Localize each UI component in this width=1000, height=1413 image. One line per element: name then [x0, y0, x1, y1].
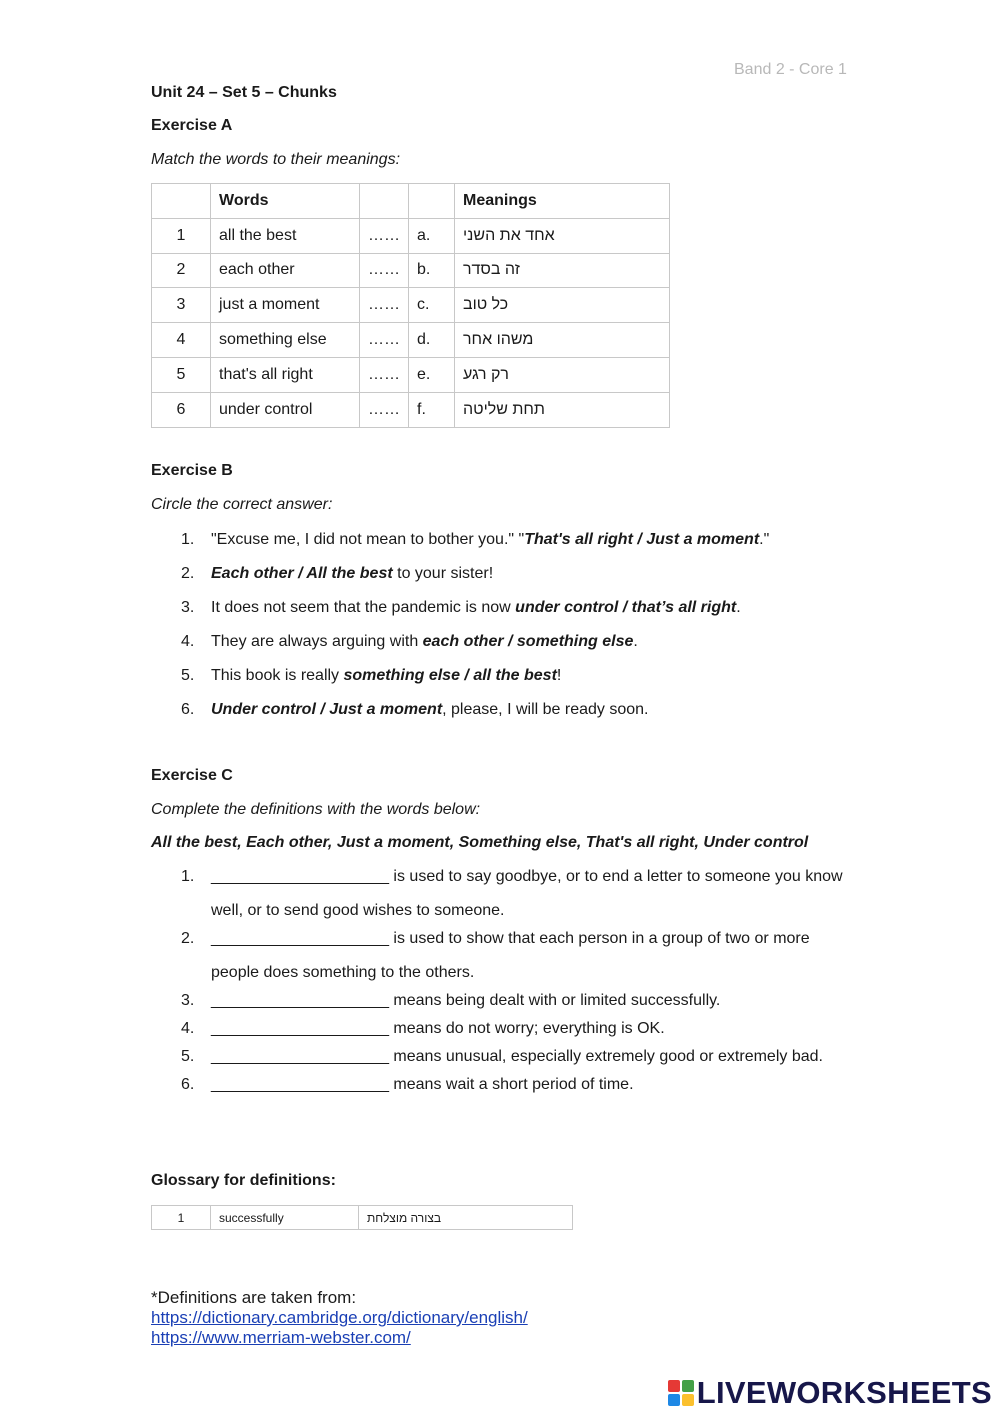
matching-table [151, 183, 670, 428]
merriam-webster-link[interactable]: https://www.merriam-webster.com/ [151, 1328, 411, 1347]
exercise-b-list [151, 529, 851, 733]
word-bank: All the best, Each other, Just a moment, Something else, That's all right, Under control [151, 834, 809, 851]
answer-blank[interactable]: ____________________ [211, 992, 389, 1009]
table-row: 1 all the best …… a. אחד את השני [152, 218, 670, 253]
table-row: 6 under control …… f. תחת שליטה [152, 392, 670, 427]
list-item: 4. ____________________ means do not worry; everything is OK. [181, 1020, 665, 1037]
exercise-c-instruction: Complete the definitions with the words below: [151, 801, 481, 818]
exercise-a-heading: Exercise A [151, 117, 233, 134]
list-item: 2. ____________________ is used to show that each person in a group of two or more people does something to the others. [181, 930, 810, 981]
answer-blank[interactable]: …… [360, 253, 409, 288]
list-item: 4. They are always arguing with each other / something else. [181, 633, 638, 650]
answer-blank[interactable]: …… [360, 357, 409, 392]
table-row: 4 something else …… d. משהו אחר [152, 323, 670, 358]
list-item: 1. "Excuse me, I did not mean to bother you." "That's all right / Just a moment." [181, 531, 770, 548]
answer-blank[interactable]: ____________________ [211, 868, 389, 885]
glossary-table [151, 1205, 573, 1230]
table-row: 3 just a moment …… c. כל טוב [152, 288, 670, 323]
logo-square [668, 1394, 680, 1406]
table-header-row [152, 184, 670, 219]
table-row: 2 each other …… b. זה בסדר [152, 253, 670, 288]
exercise-c-heading: Exercise C [151, 767, 233, 784]
list-item: 1. ____________________ is used to say goodbye, or to end a letter to someone you know well, or to send good wishes to someone. [181, 868, 843, 919]
table-row: 5 that's all right …… e. רק רגע [152, 357, 670, 392]
logo-square [668, 1380, 680, 1392]
col-words: Words [211, 184, 360, 219]
exercise-b-instruction: Circle the correct answer: [151, 496, 333, 513]
answer-choice[interactable]: Under control / Just a moment [211, 701, 443, 718]
answer-blank[interactable]: ____________________ [211, 1020, 389, 1037]
answer-choice[interactable]: under control / that’s all right [515, 599, 737, 616]
sources-note: *Definitions are taken from: [151, 1288, 357, 1307]
list-item: 3. It does not seem that the pandemic is now under control / that’s all right. [181, 599, 741, 616]
page-title: Unit 24 – Set 5 – Chunks [151, 84, 337, 101]
brand-name: LIVEWORKSHEETS [696, 1375, 992, 1410]
list-item: 2. Each other / All the best to your sister! [181, 565, 494, 582]
list-item: 6. Under control / Just a moment, please, I will be ready soon. [181, 701, 649, 718]
sources [151, 1288, 528, 1348]
liveworksheets-logo-icon [668, 1380, 694, 1406]
header-band: Band 2 - Core 1 [734, 61, 847, 78]
list-item: 5. This book is really something else / all the best! [181, 667, 562, 684]
exercise-a-instruction: Match the words to their meanings: [151, 151, 401, 168]
col-meanings: Meanings [455, 184, 670, 219]
answer-blank[interactable]: …… [360, 218, 409, 253]
exercise-c-list [151, 860, 851, 1102]
answer-choice[interactable]: something else / all the best [343, 667, 557, 684]
answer-blank[interactable]: …… [360, 323, 409, 358]
logo-square [682, 1380, 694, 1392]
glossary-heading: Glossary for definitions: [151, 1172, 336, 1189]
logo-square [682, 1394, 694, 1406]
exercise-b-heading: Exercise B [151, 462, 233, 479]
list-item: 3. ____________________ means being dealt with or limited successfully. [181, 992, 721, 1009]
answer-choice[interactable]: each other / something else [422, 633, 634, 650]
cambridge-link[interactable]: https://dictionary.cambridge.org/dictionary/english/ [151, 1308, 528, 1327]
answer-blank[interactable]: ____________________ [211, 1048, 389, 1065]
answer-blank[interactable]: ____________________ [211, 1076, 389, 1093]
answer-blank[interactable]: …… [360, 392, 409, 427]
answer-blank[interactable]: ____________________ [211, 930, 389, 947]
list-item: 5. ____________________ means unusual, especially extremely good or extremely bad. [181, 1048, 823, 1065]
table-row: 1 successfully בצורה מוצלחת [152, 1206, 573, 1230]
answer-choice[interactable]: Each other / All the best [211, 565, 393, 582]
list-item: 6. ____________________ means wait a short period of time. [181, 1076, 634, 1093]
liveworksheets-brand [668, 1375, 992, 1411]
answer-choice[interactable]: That's all right / Just a moment [524, 531, 760, 548]
answer-blank[interactable]: …… [360, 288, 409, 323]
